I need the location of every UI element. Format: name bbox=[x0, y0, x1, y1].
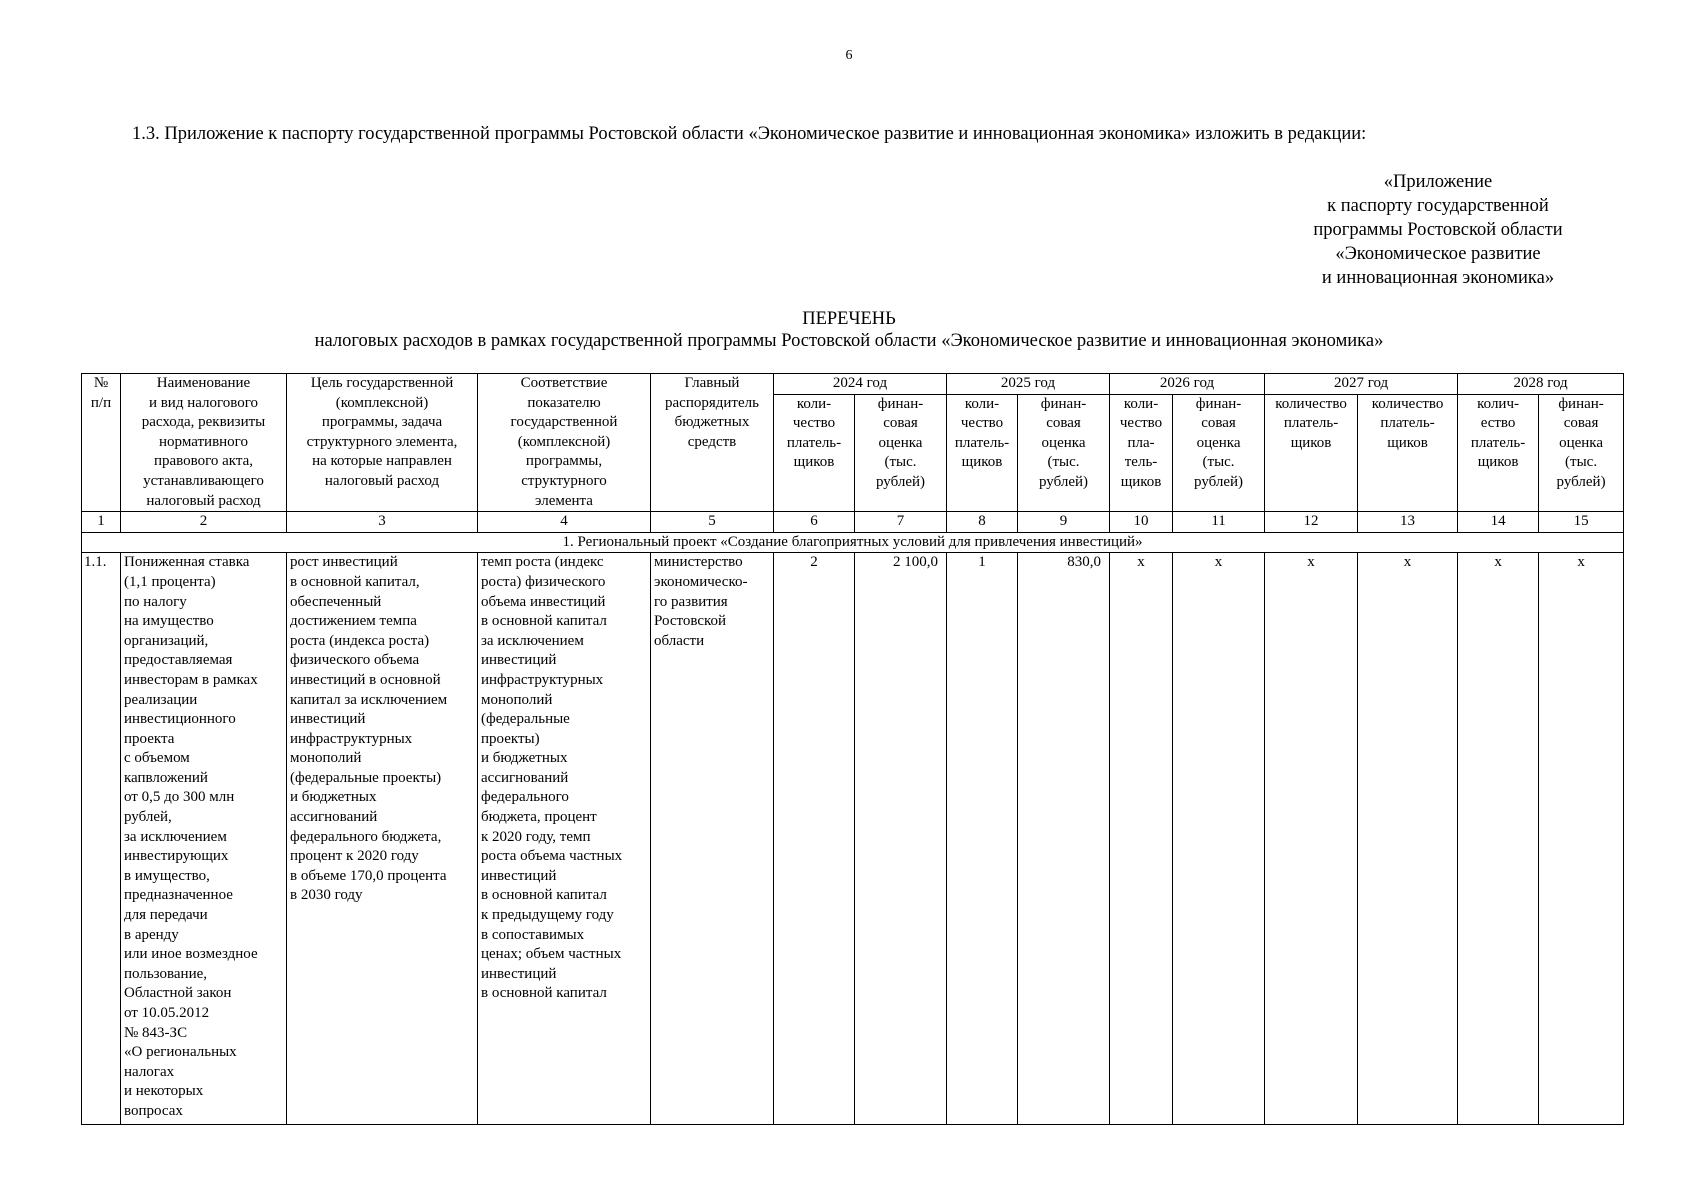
subheader-estimate: финан- совая оценка (тыс. рублей) bbox=[1018, 394, 1110, 512]
value-2026-estimate: х bbox=[1173, 553, 1265, 1125]
value-2024-count: 2 bbox=[774, 553, 855, 1125]
column-number: 2 bbox=[121, 512, 287, 533]
appendix-line: «Приложение bbox=[1383, 172, 1493, 192]
tax-expenditure-name: Пониженная ставка (1,1 процента) по налогу на имущество организаций, предоставляемая инвесторам в рамках реализации инвестиционного проекта с объемом капвложений от 0,5 до 300 млн рублей, за исключением инвестирующих в имущество, предназначенное для передачи в аренду или иное возмездное пользование, Областной закон от 10.05.2012 № 843-ЗС «О региональных налогах и некоторых вопросах bbox=[121, 553, 287, 1125]
value-2028-estimate: х bbox=[1539, 553, 1624, 1125]
header-goal: Цель государственной (комплексной) программы, задача структурного элемента, на которые направлен налоговый расход bbox=[287, 374, 478, 512]
page-number: 6 bbox=[845, 48, 853, 63]
header-manager: Главный распорядитель бюджетных средств bbox=[651, 374, 774, 512]
column-number: 6 bbox=[774, 512, 855, 533]
header-num: № п/п bbox=[82, 374, 121, 512]
column-number: 14 bbox=[1458, 512, 1539, 533]
subheader-count: количество платель- щиков bbox=[1358, 394, 1458, 512]
section-row bbox=[82, 532, 1624, 553]
title-subheading: налоговых расходов в рамках государственной программы Ростовской области «Экономическое развитие и инновационная экономика» bbox=[314, 331, 1384, 351]
section-title: 1. Региональный проект «Создание благоприятных условий для привлечения инвестиций» bbox=[82, 532, 1624, 553]
column-number: 10 bbox=[1110, 512, 1173, 533]
appendix-line: «Экономическое развитие bbox=[1335, 244, 1541, 264]
tax-expenditures-table bbox=[81, 373, 1624, 1125]
subheader-count: коли- чество платель- щиков bbox=[774, 394, 855, 512]
value-2026-count: х bbox=[1110, 553, 1173, 1125]
budget-manager: министерство экономическо- го развития Ростовской области bbox=[651, 553, 774, 1125]
header-year-2024: 2024 год bbox=[774, 374, 947, 395]
intro-paragraph: 1.3. Приложение к паспорту государственной программы Ростовской области «Экономическое развитие и инновационная экономика» изложить в редакции: bbox=[132, 124, 1367, 144]
document-title bbox=[0, 308, 1698, 352]
column-number: 1 bbox=[82, 512, 121, 533]
column-number: 3 bbox=[287, 512, 478, 533]
program-goal: рост инвестиций в основной капитал, обеспеченный достижением темпа роста (индекса роста) физического объема инвестиций в основной капитал за исключением инвестиций инфраструктурных монополий (федеральные проекты) и бюджетных ассигнований федерального бюджета, процент к 2020 году в объеме 170,0 процента в 2030 году bbox=[287, 553, 478, 1125]
column-number: 8 bbox=[947, 512, 1018, 533]
appendix-line: программы Ростовской области bbox=[1313, 220, 1563, 240]
title-heading: ПЕРЕЧЕНЬ bbox=[802, 309, 896, 329]
table-row bbox=[82, 553, 1624, 1125]
header-year-2028: 2028 год bbox=[1458, 374, 1624, 395]
indicator-match: темп роста (индекс роста) физического объема инвестиций в основной капитал за исключением инвестиций инфраструктурных монополий (федеральные проекты) и бюджетных ассигнований федерального бюджета, процент к 2020 году, темп роста объема частных инвестиций в основной капитал к предыдущему году в сопоставимых ценах; объем частных инвестиций в основной капитал bbox=[478, 553, 651, 1125]
header-name: Наименование и вид налогового расхода, реквизиты нормативного правового акта, устанавливающего налоговый расход bbox=[121, 374, 287, 512]
subheader-count: коли- чество платель- щиков bbox=[947, 394, 1018, 512]
value-2025-count: 1 bbox=[947, 553, 1018, 1125]
subheader-estimate: финан- совая оценка (тыс. рублей) bbox=[1173, 394, 1265, 512]
subheader-estimate: финан- совая оценка (тыс. рублей) bbox=[1539, 394, 1624, 512]
appendix-line: к паспорту государственной bbox=[1327, 196, 1549, 216]
column-number: 13 bbox=[1358, 512, 1458, 533]
column-number: 4 bbox=[478, 512, 651, 533]
value-2027-count-2: х bbox=[1358, 553, 1458, 1125]
column-number: 15 bbox=[1539, 512, 1624, 533]
column-number: 7 bbox=[855, 512, 947, 533]
column-number: 5 bbox=[651, 512, 774, 533]
header-year-2025: 2025 год bbox=[947, 374, 1110, 395]
appendix-note bbox=[1248, 170, 1628, 290]
column-number: 12 bbox=[1265, 512, 1358, 533]
header-year-2027: 2027 год bbox=[1265, 374, 1458, 395]
subheader-estimate: финан- совая оценка (тыс. рублей) bbox=[855, 394, 947, 512]
subheader-count: колич- ество платель- щиков bbox=[1458, 394, 1539, 512]
row-number: 1.1. bbox=[82, 553, 121, 1125]
column-numbers-row bbox=[82, 512, 1624, 533]
value-2028-count: х bbox=[1458, 553, 1539, 1125]
header-indicator: Соответствие показателю государственной (комплексной) программы, структурного элемента bbox=[478, 374, 651, 512]
value-2024-estimate: 2 100,0 bbox=[855, 553, 947, 1125]
appendix-line: и инновационная экономика» bbox=[1321, 268, 1555, 288]
subheader-count: количество платель- щиков bbox=[1265, 394, 1358, 512]
column-number: 11 bbox=[1173, 512, 1265, 533]
header-year-2026: 2026 год bbox=[1110, 374, 1265, 395]
subheader-count: коли- чество пла- тель- щиков bbox=[1110, 394, 1173, 512]
value-2027-count: х bbox=[1265, 553, 1358, 1125]
value-2025-estimate: 830,0 bbox=[1018, 553, 1110, 1125]
column-number: 9 bbox=[1018, 512, 1110, 533]
